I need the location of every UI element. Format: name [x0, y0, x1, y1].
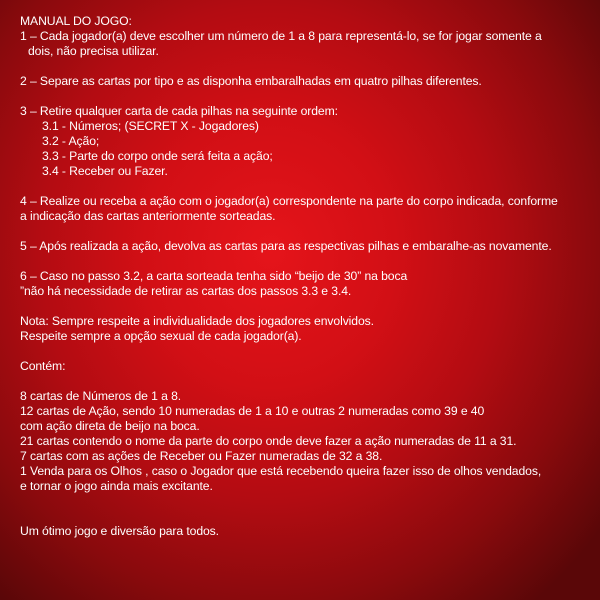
spacer: [20, 89, 590, 104]
step-3-4: 3.4 - Receber ou Fazer.: [42, 164, 168, 178]
contents-title: Contém:: [20, 359, 66, 373]
step-3-3: 3.3 - Parte do corpo onde será feita a ação;: [42, 149, 273, 163]
contents-item-1: 8 cartas de Números de 1 a 8.: [20, 389, 182, 403]
spacer: [20, 374, 590, 389]
step-3-1: 3.1 - Números; (SECRET X - Jogadores): [42, 119, 259, 133]
note-line-1: Nota: Sempre respeite a individualidade dos jogadores envolvidos.: [20, 314, 374, 328]
spacer: [20, 59, 590, 74]
step-2: 2 – Separe as cartas por tipo e as disponha embaralhadas em quatro pilhas diferentes.: [20, 74, 482, 88]
step-5: 5 – Após realizada a ação, devolva as cartas para as respectivas pilhas e embaralhe-as novamente.: [20, 239, 552, 253]
contents-item-5-line-2: e tornar o jogo ainda mais excitante.: [20, 479, 213, 493]
contents-item-2-line-2: com ação direta de beijo na boca.: [20, 419, 200, 433]
contents-item-3: 21 cartas contendo o nome da parte do corpo onde deve fazer a ação numeradas de 11 a 31.: [20, 434, 517, 448]
contents-item-5-line-1: 1 Venda para os Olhos , caso o Jogador que está recebendo queira fazer isso de olhos vendados,: [20, 464, 542, 478]
step-1-line-1: 1 – Cada jogador(a) deve escolher um número de 1 a 8 para representá-lo, se for jogar somente a: [20, 29, 542, 43]
spacer: [20, 494, 590, 509]
game-manual-text: [20, 14, 590, 539]
step-4-line-2: a indicação das cartas anteriormente sorteadas.: [20, 209, 276, 223]
step-3: 3 – Retire qualquer carta de cada pilhas na seguinte ordem:: [20, 104, 338, 118]
spacer: [20, 299, 590, 314]
closing-line: Um ótimo jogo e diversão para todos.: [20, 524, 219, 538]
manual-title: MANUAL DO JOGO:: [20, 14, 132, 28]
contents-item-4: 7 cartas com as ações de Receber ou Fazer numeradas de 32 a 38.: [20, 449, 383, 463]
spacer: [20, 254, 590, 269]
spacer: [20, 509, 590, 524]
spacer: [20, 224, 590, 239]
spacer: [20, 179, 590, 194]
spacer: [20, 344, 590, 359]
step-6-line-1: 6 – Caso no passo 3.2, a carta sorteada tenha sido “beijo de 30” na boca: [20, 269, 408, 283]
step-1-line-2: dois, não precisa utilizar.: [28, 44, 159, 58]
note-line-2: Respeite sempre a opção sexual de cada jogador(a).: [20, 329, 302, 343]
step-6-line-2: ”não há necessidade de retirar as cartas dos passos 3.3 e 3.4.: [20, 284, 352, 298]
step-3-2: 3.2 - Ação;: [42, 134, 100, 148]
step-4-line-1: 4 – Realize ou receba a ação com o jogador(a) correspondente na parte do corpo indicada, conforme: [20, 194, 558, 208]
contents-item-2-line-1: 12 cartas de Ação, sendo 10 numeradas de 1 a 10 e outras 2 numeradas como 39 e 40: [20, 404, 485, 418]
